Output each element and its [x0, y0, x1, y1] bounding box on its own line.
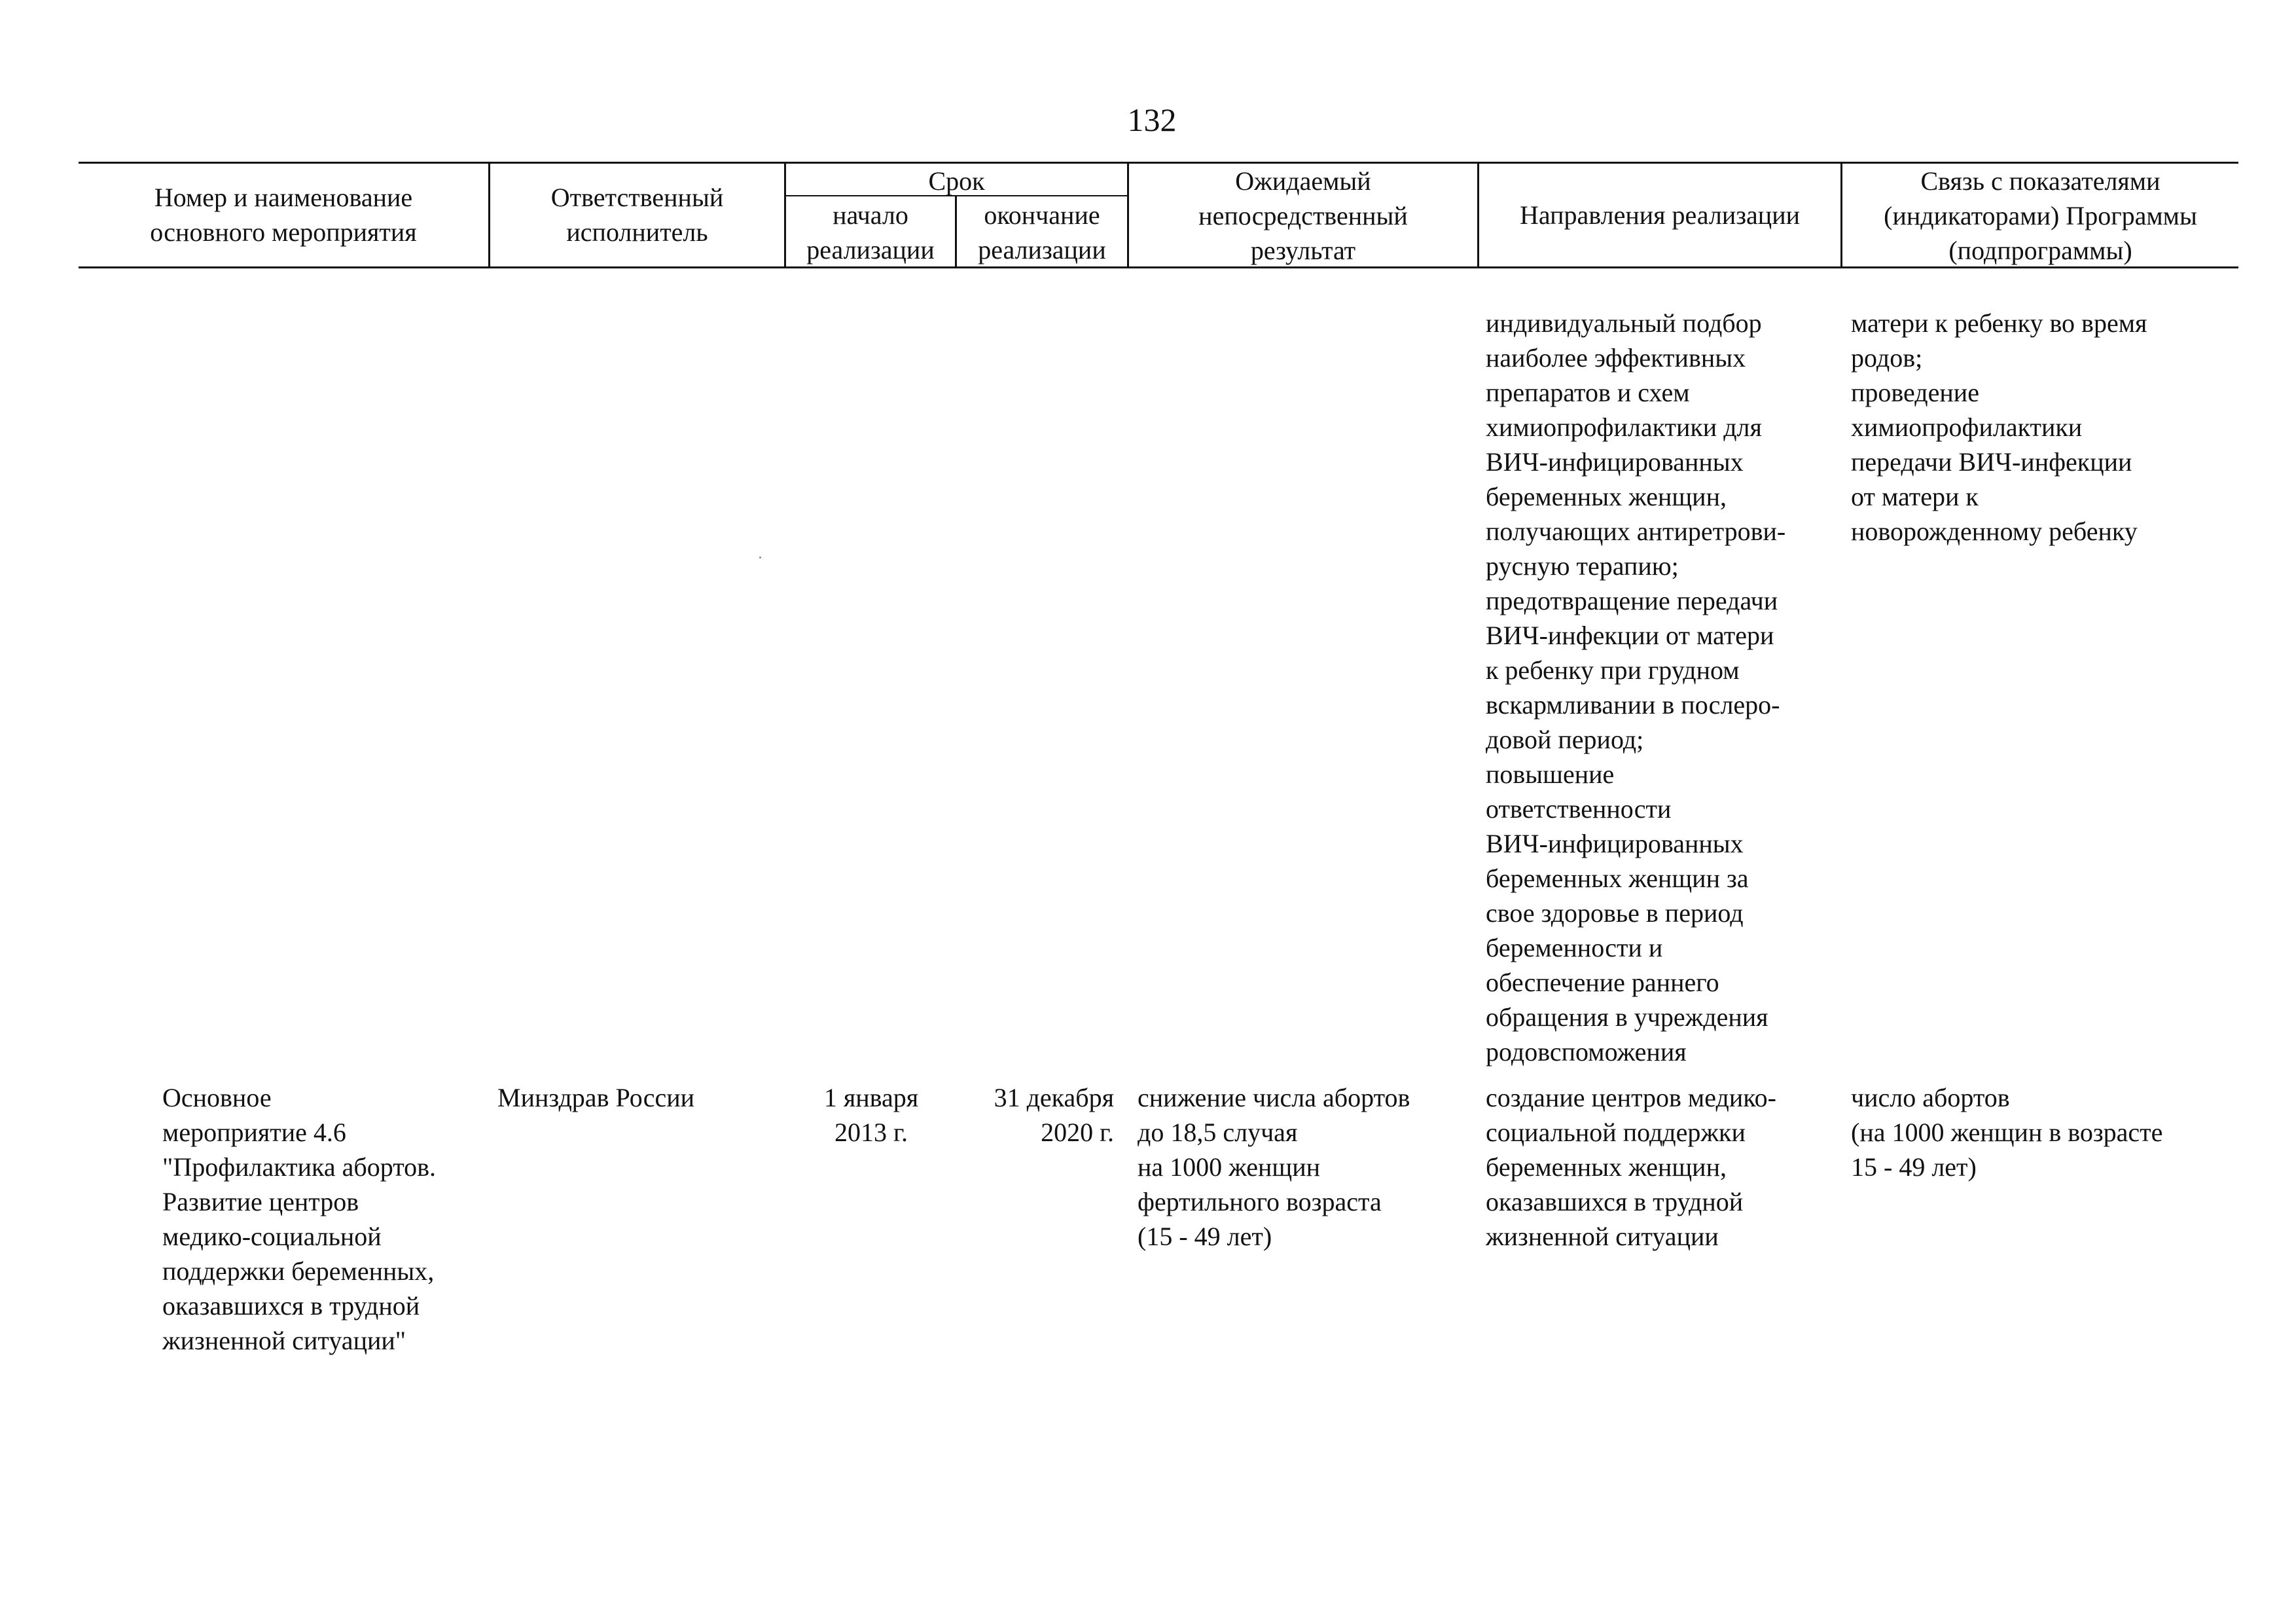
- page-number: 132: [1127, 101, 1177, 138]
- header-name: Номер и наименование основного мероприятия: [150, 183, 417, 247]
- header-end: окончание реализации: [978, 200, 1106, 264]
- scan-speck: [759, 556, 761, 558]
- row2-end: 31 декабря 2020 г.: [994, 1083, 1114, 1147]
- row2-name: Основное мероприятие 4.6 "Профилактика абортов. Развитие центров медико-социальной поддержки беременных, оказавшихся в трудной жизненной ситуации": [162, 1083, 437, 1355]
- row1-directions: индивидуальный подбор наиболее эффективных препаратов и схем химиопрофилактики для ВИЧ-инфицированных беременных женщин, получающих антиретрови- русную терапию; предотвращение передачи ВИЧ-инфекции от матери к ребенку при грудном вскармливании в послеро- довой период; повышение ответственности ВИЧ-инфицированных беременных женщин за свое здоровье в период беременности и обеспечение раннего обращения в учреждения родовспоможения: [1486, 308, 1786, 1067]
- row2-result: снижение числа абортов до 18,5 случая на 1000 женщин фертильного возраста (15 - 49 лет): [1138, 1083, 1410, 1251]
- header-indicators: Связь с показателями (индикаторами) Программы (подпрограммы): [1884, 166, 2197, 265]
- row2-executor: Минздрав России: [497, 1083, 695, 1112]
- row2-indicators: число абортов (на 1000 женщин в возрасте 15 - 49 лет): [1851, 1083, 2163, 1182]
- row1-indicators: матери к ребенку во время родов; проведение химиопрофилактики передачи ВИЧ-инфекции от матери к новорожденному ребенку: [1851, 308, 2147, 546]
- header-start: начало реализации: [806, 200, 935, 264]
- header-executor: Ответственный исполнитель: [550, 183, 724, 247]
- row2-directions: создание центров медико- социальной поддержки беременных женщин, оказавшихся в трудной жизненной ситуации: [1486, 1083, 1776, 1251]
- row2-start: 1 января 2013 г.: [823, 1083, 919, 1147]
- header-result: Ожидаемый непосредственный результат: [1198, 166, 1408, 265]
- header-term: Срок: [928, 166, 985, 196]
- header-directions: Направления реализации: [1519, 200, 1801, 230]
